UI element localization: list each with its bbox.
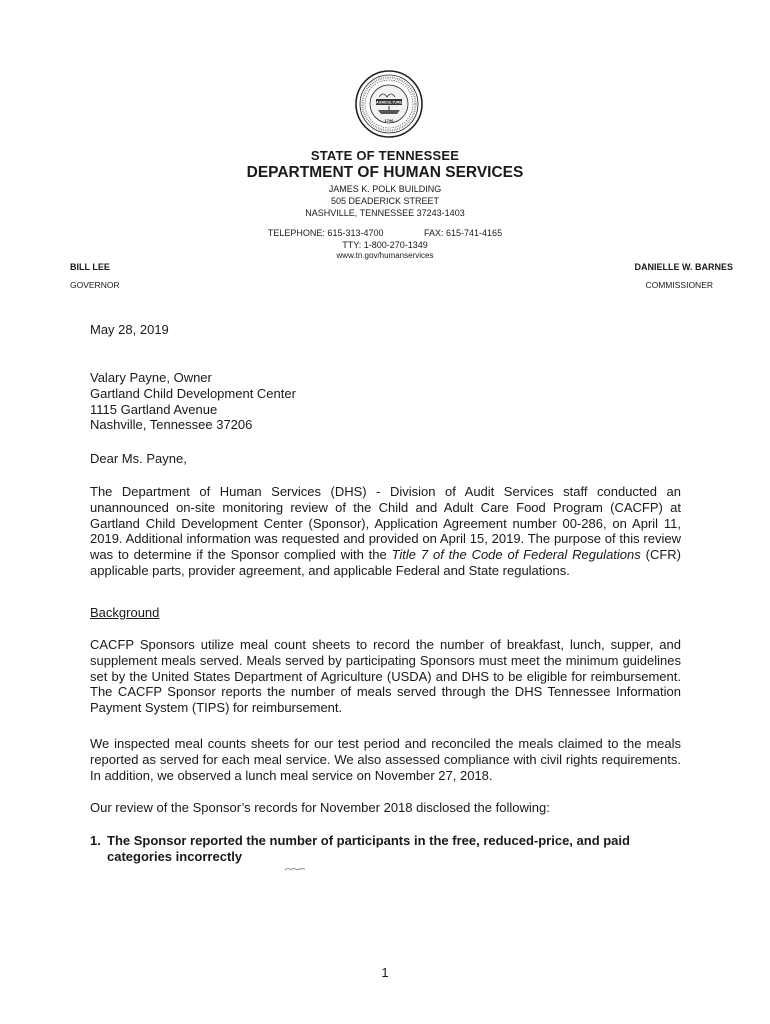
inspection-paragraph: We inspected meal counts sheets for our test period and reconciled the meals claimed to the meals reported as served for each meal service. We also assessed compliance with civil rights requirements. In addition, we observed a lunch meal service on November 27, 2018. [90, 736, 681, 783]
finding-line: categories incorrectly [107, 848, 243, 864]
governor-title: GOVERNOR [70, 280, 120, 290]
letter-date: May 28, 2019 [90, 322, 169, 337]
letterhead-address-line: 505 DEADERICK STREET [330, 196, 440, 206]
intro-text-end: (CFR) applicable parts, provider agreement, and applicable Federal and State regulations. [90, 547, 681, 578]
finding-number: 1. [90, 833, 101, 848]
review-paragraph: Our review of the Sponsor’s records for November 2018 disclosed the following: [90, 800, 550, 815]
governor-name: BILL LEE [70, 262, 110, 272]
recipient-line: 1115 Gartland Avenue [90, 401, 218, 417]
state-seal-logo [355, 70, 423, 138]
finding-line: The Sponsor reported the number of participants in the free, reduced-price, and paid [107, 833, 630, 848]
cfr-title: Title 7 of the Code of Federal Regulations [391, 547, 641, 563]
finding-text [90, 833, 681, 865]
stray-mark-icon [284, 866, 306, 872]
letterhead-website: www.tn.gov/humanservices [336, 251, 434, 260]
commissioner-title: COMMISSIONER [645, 280, 713, 290]
letterhead-phone-fax [0, 227, 770, 239]
intro-text: The Department of Human Services (DHS) - Division of Audit Services staff conducted an unannounced on-site monitoring review of the Child and Adult Care Food Program (CACFP) at Gartland Child Development Center (Sponsor), Application Agreement number 00-286, on April 11, 2019. Additional information was requested and provided on April 15, 2019. The purpose of this review was to determine if the Sponsor complied with the [90, 484, 681, 563]
background-heading: Background [90, 605, 160, 620]
intro-paragraph [90, 484, 681, 579]
letterhead-tty: TTY: 1-800-270-1349 [342, 240, 428, 250]
recipient-line: Valary Payne, Owner [90, 370, 212, 385]
svg-text:1796: 1796 [384, 118, 394, 123]
letterhead-telephone: TELEPHONE: 615-313-4700 [267, 228, 384, 238]
svg-text:AGRICULTURE: AGRICULTURE [376, 100, 402, 105]
letterhead-state: STATE OF TENNESSEE [310, 148, 460, 163]
commissioner-name: DANIELLE W. BARNES [634, 262, 733, 272]
letterhead-address-line: JAMES K. POLK BUILDING [328, 184, 442, 194]
letterhead-department: DEPARTMENT OF HUMAN SERVICES [246, 164, 524, 181]
recipient-line: Nashville, Tennessee 37206 [90, 417, 253, 433]
background-paragraph: CACFP Sponsors utilize meal count sheets to record the number of breakfast, lunch, supper, and supplement meals served. Meals served by participating Sponsors must meet the minimum guidelines set by the United States Department of Agriculture (USDA) and DHS to be eligible for reimbursement. The CACFP Sponsor reports the number of meals served through the DHS Tennessee Information Payment System (TIPS) for reimbursement. [90, 637, 681, 716]
finding-1 [90, 833, 681, 865]
recipient-line: Gartland Child Development Center [90, 385, 296, 401]
letterhead-fax: FAX: 615-741-4165 [424, 228, 503, 238]
letterhead-address-line: NASHVILLE, TENNESSEE 37243-1403 [305, 208, 465, 218]
page-number: 1 [381, 965, 389, 980]
recipient-address [90, 370, 681, 433]
salutation: Dear Ms. Payne, [90, 451, 187, 466]
